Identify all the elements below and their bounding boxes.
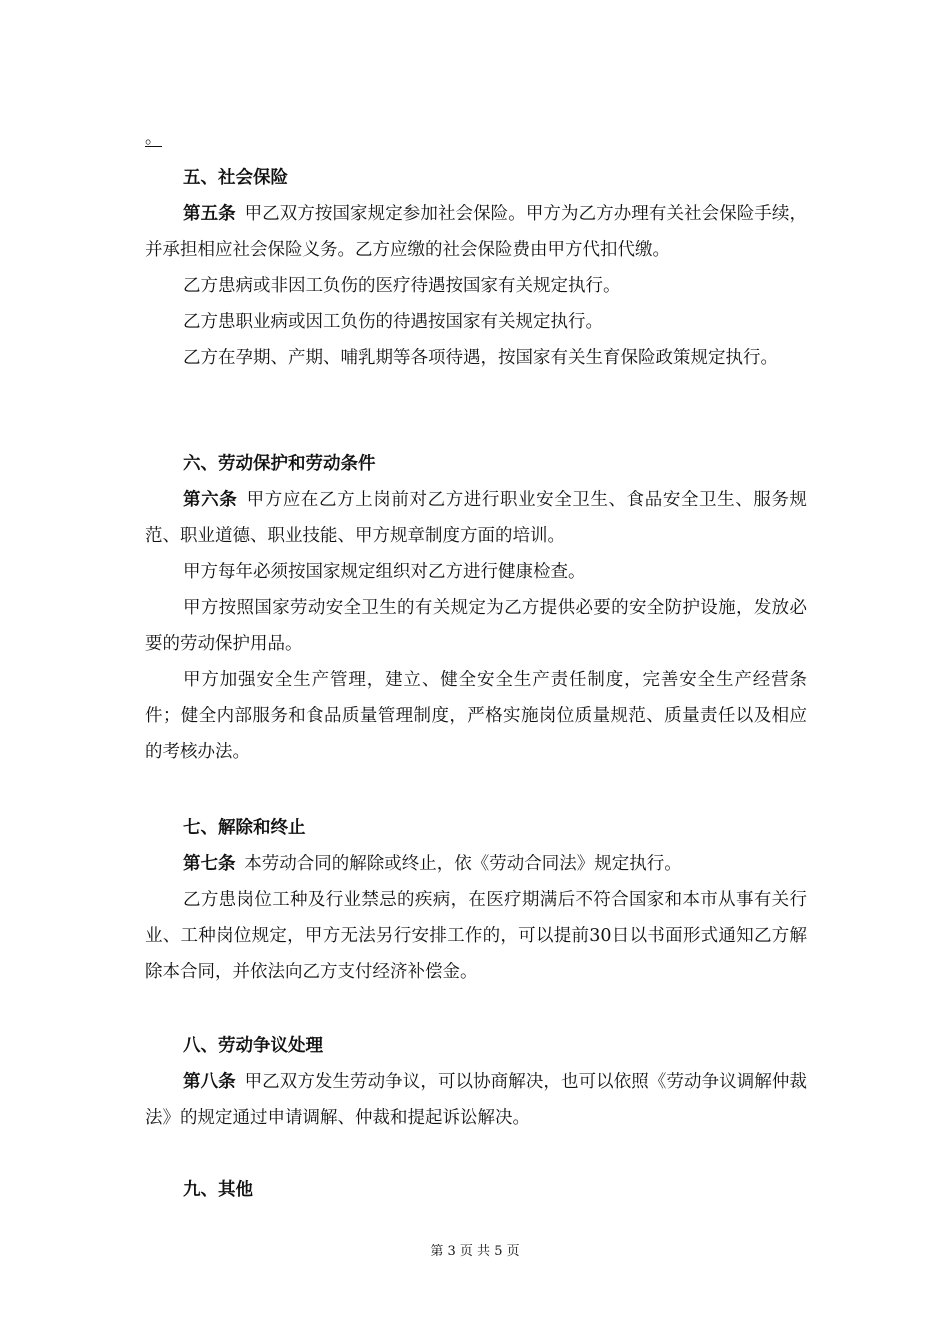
section-heading: 六、劳动保护和劳动条件 <box>183 454 376 474</box>
body-paragraph <box>145 554 807 590</box>
body-paragraph <box>145 882 807 990</box>
body-paragraph <box>145 304 807 340</box>
article-paragraph <box>145 196 807 268</box>
paragraph-text: 乙方患岗位工种及行业禁忌的疾病，在医疗期满后不符合国家和本市从事有关行业、工种岗位规定，甲方无法另行安排工作的，可以提前30日以书面形式通知乙方解除本合同，并依法向乙方支付经济补偿金。 <box>145 890 807 982</box>
paragraph-text: 甲乙双方按国家规定参加社会保险。甲方为乙方办理有关社会保险手续，并承担相应社会保险义务。乙方应缴的社会保险费由甲方代扣代缴。 <box>145 204 808 260</box>
article-paragraph <box>145 1064 807 1136</box>
article-number: 第七条 <box>183 854 236 874</box>
article-paragraph <box>145 482 807 554</box>
body-paragraph <box>145 268 807 304</box>
continuation-fragment: 。 <box>145 128 162 148</box>
paragraph-text: 甲乙双方发生劳动争议，可以协商解决，也可以依照《劳动争议调解仲裁法》的规定通过申请调解、仲裁和提起诉讼解决。 <box>145 1072 808 1128</box>
section-8 <box>145 1028 807 1136</box>
section-6 <box>145 446 807 770</box>
section-heading: 七、解除和终止 <box>183 818 306 838</box>
body-paragraph <box>145 590 807 662</box>
article-number: 第六条 <box>183 490 238 510</box>
paragraph-text: 本劳动合同的解除或终止，依《劳动合同法》规定执行。 <box>244 854 682 874</box>
article-number: 第八条 <box>183 1072 236 1092</box>
body-paragraph <box>145 340 807 376</box>
paragraph-text: 乙方患职业病或因工负伤的待遇按国家有关规定执行。 <box>183 312 603 332</box>
page-footer: 第 3 页 共 5 页 <box>430 1244 520 1259</box>
paragraph-text: 乙方患病或非因工负伤的医疗待遇按国家有关规定执行。 <box>183 276 621 296</box>
section-heading: 五、社会保险 <box>183 168 288 188</box>
paragraph-text: 甲方应在乙方上岗前对乙方进行职业安全卫生、食品安全卫生、服务规范、职业道德、职业技能、甲方规章制度方面的培训。 <box>145 490 808 546</box>
paragraph-text: 乙方在孕期、产期、哺乳期等各项待遇，按国家有关生育保险政策规定执行。 <box>183 348 778 368</box>
section-5 <box>145 160 807 376</box>
article-number: 第五条 <box>183 204 236 224</box>
section-9 <box>145 1172 807 1208</box>
article-paragraph <box>145 846 807 882</box>
section-heading: 九、其他 <box>183 1180 253 1200</box>
paragraph-text: 甲方按照国家劳动安全卫生的有关规定为乙方提供必要的安全防护设施，发放必要的劳动保护用品。 <box>145 598 807 654</box>
paragraph-text: 甲方每年必须按国家规定组织对乙方进行健康检查。 <box>183 562 586 582</box>
section-7 <box>145 810 807 990</box>
body-paragraph <box>145 662 807 770</box>
paragraph-text: 甲方加强安全生产管理，建立、健全安全生产责任制度，完善安全生产经营条件；健全内部服务和食品质量管理制度，严格实施岗位质量规范、质量责任以及相应的考核办法。 <box>145 670 807 762</box>
section-heading: 八、劳动争议处理 <box>183 1036 323 1056</box>
